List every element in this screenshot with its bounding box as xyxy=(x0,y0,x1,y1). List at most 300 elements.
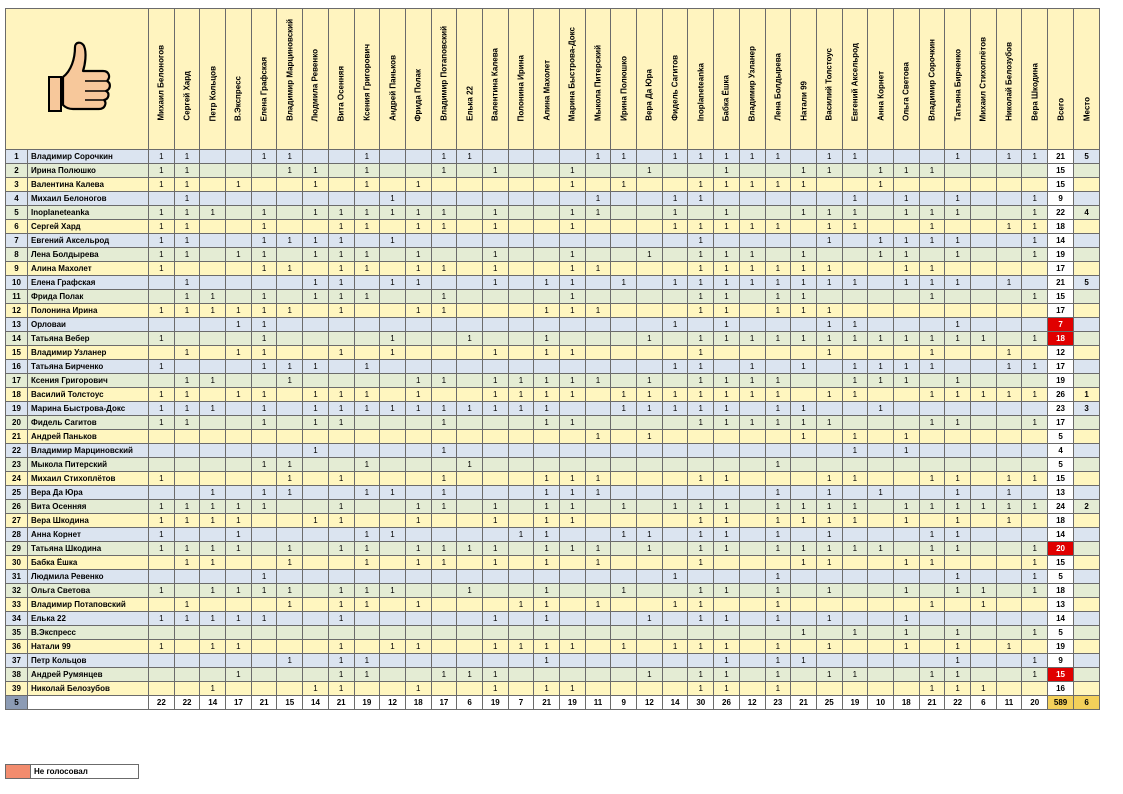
vote-cell xyxy=(380,248,406,262)
vote-cell: 1 xyxy=(226,542,252,556)
vote-cell: 1 xyxy=(1022,556,1048,570)
row-number: 25 xyxy=(6,486,28,500)
vote-cell xyxy=(405,332,431,346)
vote-cell xyxy=(534,626,560,640)
vote-cell: 1 xyxy=(688,248,714,262)
vote-cell xyxy=(277,640,303,654)
vote-cell xyxy=(174,626,200,640)
row-total: 7 xyxy=(1048,318,1074,332)
vote-cell: 1 xyxy=(431,374,457,388)
vote-cell xyxy=(842,528,868,542)
vote-cell xyxy=(174,682,200,696)
vote-cell: 1 xyxy=(714,164,740,178)
vote-cell xyxy=(662,486,688,500)
vote-cell xyxy=(457,262,483,276)
vote-cell: 1 xyxy=(328,234,354,248)
row-number: 30 xyxy=(6,556,28,570)
column-sum: 6 xyxy=(971,696,997,710)
vote-cell: 1 xyxy=(431,542,457,556)
vote-cell: 1 xyxy=(688,584,714,598)
vote-cell: 1 xyxy=(739,150,765,164)
vote-cell: 1 xyxy=(354,220,380,234)
vote-cell: 1 xyxy=(560,262,586,276)
column-header-label: Вита Осенняя xyxy=(336,65,346,121)
vote-cell: 1 xyxy=(457,402,483,416)
vote-cell xyxy=(508,444,534,458)
vote-cell xyxy=(174,640,200,654)
column-header xyxy=(919,9,945,150)
vote-cell: 1 xyxy=(816,220,842,234)
column-header-label: Вера Шкодина xyxy=(1030,63,1040,121)
vote-cell xyxy=(868,500,894,514)
vote-cell xyxy=(431,234,457,248)
vote-cell xyxy=(380,682,406,696)
vote-cell xyxy=(688,430,714,444)
vote-cell xyxy=(611,332,637,346)
vote-cell xyxy=(816,626,842,640)
vote-cell xyxy=(303,472,329,486)
vote-cell: 1 xyxy=(482,206,508,220)
vote-cell xyxy=(662,472,688,486)
row-number: 6 xyxy=(6,220,28,234)
vote-cell: 1 xyxy=(765,388,791,402)
vote-cell: 1 xyxy=(919,542,945,556)
vote-cell xyxy=(585,514,611,528)
vote-cell xyxy=(893,304,919,318)
row-place xyxy=(1074,640,1100,654)
vote-cell: 1 xyxy=(739,388,765,402)
vote-cell xyxy=(380,290,406,304)
vote-cell xyxy=(380,514,406,528)
vote-cell xyxy=(919,486,945,500)
vote-cell xyxy=(277,416,303,430)
vote-cell: 1 xyxy=(585,472,611,486)
table-row xyxy=(6,612,1100,626)
vote-cell xyxy=(354,318,380,332)
vote-cell xyxy=(431,584,457,598)
vote-cell xyxy=(611,514,637,528)
table-row xyxy=(6,584,1100,598)
vote-cell xyxy=(328,556,354,570)
vote-cell xyxy=(200,276,226,290)
table-row xyxy=(6,374,1100,388)
vote-cell xyxy=(508,682,534,696)
vote-cell: 1 xyxy=(226,528,252,542)
vote-cell: 1 xyxy=(277,584,303,598)
vote-cell xyxy=(688,626,714,640)
vote-cell xyxy=(560,612,586,626)
vote-cell xyxy=(637,304,663,318)
row-total: 19 xyxy=(1048,248,1074,262)
vote-cell xyxy=(585,388,611,402)
vote-cell: 1 xyxy=(611,276,637,290)
vote-cell: 1 xyxy=(637,402,663,416)
vote-cell xyxy=(200,654,226,668)
vote-cell xyxy=(637,234,663,248)
vote-cell xyxy=(405,458,431,472)
vote-cell: 1 xyxy=(1022,416,1048,430)
row-total: 13 xyxy=(1048,598,1074,612)
vote-cell xyxy=(662,374,688,388)
vote-cell xyxy=(971,346,997,360)
vote-cell xyxy=(637,416,663,430)
vote-cell xyxy=(611,430,637,444)
vote-cell: 1 xyxy=(380,192,406,206)
vote-cell xyxy=(688,654,714,668)
column-header-label: Ксения Григорович xyxy=(362,44,372,121)
vote-cell: 1 xyxy=(688,360,714,374)
vote-cell: 1 xyxy=(919,332,945,346)
vote-cell xyxy=(868,598,894,612)
row-number: 21 xyxy=(6,430,28,444)
vote-cell: 1 xyxy=(174,206,200,220)
vote-cell: 1 xyxy=(380,486,406,500)
vote-cell xyxy=(226,374,252,388)
vote-cell xyxy=(303,640,329,654)
column-sum: 14 xyxy=(662,696,688,710)
vote-cell xyxy=(868,304,894,318)
vote-cell: 1 xyxy=(431,486,457,500)
vote-cell: 1 xyxy=(739,178,765,192)
table-row xyxy=(6,178,1100,192)
vote-cell xyxy=(662,514,688,528)
vote-cell xyxy=(662,332,688,346)
vote-cell: 1 xyxy=(893,612,919,626)
vote-cell xyxy=(354,682,380,696)
vote-cell xyxy=(714,556,740,570)
vote-cell xyxy=(534,150,560,164)
vote-cell xyxy=(842,346,868,360)
vote-cell: 1 xyxy=(534,346,560,360)
column-sum: 11 xyxy=(585,696,611,710)
vote-cell xyxy=(251,556,277,570)
vote-cell xyxy=(919,570,945,584)
vote-cell: 1 xyxy=(405,500,431,514)
vote-cell xyxy=(996,192,1022,206)
place-header xyxy=(1074,9,1100,150)
column-sum: 12 xyxy=(380,696,406,710)
vote-cell: 1 xyxy=(714,402,740,416)
vote-cell xyxy=(585,570,611,584)
vote-cell xyxy=(303,626,329,640)
row-number: 27 xyxy=(6,514,28,528)
vote-cell: 1 xyxy=(585,304,611,318)
vote-cell xyxy=(431,528,457,542)
vote-cell: 1 xyxy=(1022,654,1048,668)
vote-cell: 1 xyxy=(893,444,919,458)
vote-cell xyxy=(765,248,791,262)
row-total: 18 xyxy=(1048,514,1074,528)
vote-cell xyxy=(842,234,868,248)
column-sum: 21 xyxy=(328,696,354,710)
vote-cell: 1 xyxy=(996,388,1022,402)
vote-cell xyxy=(354,304,380,318)
vote-cell: 1 xyxy=(174,164,200,178)
vote-cell: 1 xyxy=(688,598,714,612)
vote-cell: 1 xyxy=(611,402,637,416)
vote-cell: 1 xyxy=(945,626,971,640)
vote-cell: 1 xyxy=(149,402,175,416)
vote-cell xyxy=(868,640,894,654)
vote-cell xyxy=(893,346,919,360)
vote-cell: 1 xyxy=(816,234,842,248)
vote-cell xyxy=(919,430,945,444)
vote-cell: 1 xyxy=(585,192,611,206)
column-header-label: Полонина Ирина xyxy=(516,54,526,121)
column-sum: 14 xyxy=(303,696,329,710)
vote-cell xyxy=(303,668,329,682)
vote-cell xyxy=(277,192,303,206)
table-row xyxy=(6,150,1100,164)
vote-cell xyxy=(560,192,586,206)
row-total: 19 xyxy=(1048,640,1074,654)
vote-cell xyxy=(662,262,688,276)
vote-cell xyxy=(739,486,765,500)
vote-cell: 1 xyxy=(765,402,791,416)
vote-cell: 1 xyxy=(534,374,560,388)
voter-name: Татьяна Шкодина xyxy=(28,542,149,556)
vote-cell xyxy=(945,164,971,178)
vote-cell: 1 xyxy=(431,402,457,416)
vote-cell xyxy=(303,150,329,164)
vote-cell xyxy=(226,458,252,472)
vote-cell: 1 xyxy=(457,458,483,472)
vote-cell xyxy=(945,458,971,472)
vote-cell: 1 xyxy=(585,430,611,444)
vote-cell xyxy=(303,374,329,388)
vote-cell xyxy=(1022,430,1048,444)
vote-cell: 1 xyxy=(149,206,175,220)
vote-cell: 1 xyxy=(765,150,791,164)
vote-cell: 1 xyxy=(354,262,380,276)
vote-cell xyxy=(893,668,919,682)
column-header xyxy=(714,9,740,150)
column-header xyxy=(431,9,457,150)
vote-cell: 1 xyxy=(251,584,277,598)
row-number: 39 xyxy=(6,682,28,696)
table-row xyxy=(6,402,1100,416)
vote-cell: 1 xyxy=(174,374,200,388)
vote-cell: 1 xyxy=(714,290,740,304)
vote-cell xyxy=(816,290,842,304)
vote-cell xyxy=(405,360,431,374)
vote-cell: 1 xyxy=(431,220,457,234)
vote-cell: 1 xyxy=(149,262,175,276)
vote-cell: 1 xyxy=(714,318,740,332)
vote-cell: 1 xyxy=(1022,570,1048,584)
vote-cell: 1 xyxy=(149,164,175,178)
voter-name: Бабка Ёшка xyxy=(28,556,149,570)
vote-cell xyxy=(405,164,431,178)
vote-cell: 1 xyxy=(868,486,894,500)
vote-cell xyxy=(200,164,226,178)
column-sum: 19 xyxy=(482,696,508,710)
voter-name: Владимир Сорочкин xyxy=(28,150,149,164)
vote-cell xyxy=(482,486,508,500)
vote-cell: 1 xyxy=(662,598,688,612)
vote-cell xyxy=(996,458,1022,472)
vote-cell xyxy=(457,164,483,178)
vote-cell xyxy=(226,654,252,668)
vote-cell: 1 xyxy=(482,612,508,626)
vote-cell: 1 xyxy=(662,640,688,654)
voter-name: Мыкола Питерский xyxy=(28,458,149,472)
table-row xyxy=(6,514,1100,528)
vote-cell xyxy=(508,318,534,332)
vote-cell: 1 xyxy=(688,220,714,234)
vote-cell: 1 xyxy=(919,262,945,276)
table-row xyxy=(6,528,1100,542)
vote-cell xyxy=(893,290,919,304)
legend xyxy=(5,764,139,779)
row-total: 9 xyxy=(1048,192,1074,206)
vote-cell: 1 xyxy=(277,598,303,612)
vote-cell: 1 xyxy=(765,178,791,192)
vote-cell: 1 xyxy=(354,248,380,262)
vote-cell: 1 xyxy=(354,290,380,304)
vote-cell: 1 xyxy=(791,500,817,514)
vote-cell: 1 xyxy=(226,346,252,360)
vote-cell xyxy=(431,388,457,402)
vote-cell xyxy=(174,654,200,668)
row-total: 15 xyxy=(1048,556,1074,570)
vote-cell xyxy=(303,612,329,626)
table-row xyxy=(6,458,1100,472)
vote-cell xyxy=(508,360,534,374)
vote-cell xyxy=(303,458,329,472)
vote-cell: 1 xyxy=(482,374,508,388)
vote-cell: 1 xyxy=(868,164,894,178)
vote-cell: 1 xyxy=(996,276,1022,290)
row-total: 18 xyxy=(1048,332,1074,346)
vote-cell xyxy=(380,374,406,388)
vote-cell xyxy=(508,416,534,430)
footer-blank xyxy=(28,696,149,710)
vote-cell xyxy=(200,220,226,234)
vote-cell: 1 xyxy=(482,542,508,556)
vote-cell xyxy=(971,164,997,178)
vote-cell: 1 xyxy=(560,206,586,220)
vote-cell: 1 xyxy=(380,640,406,654)
vote-cell xyxy=(482,472,508,486)
vote-cell xyxy=(893,472,919,486)
vote-cell xyxy=(482,178,508,192)
vote-cell: 1 xyxy=(534,332,560,346)
vote-cell: 1 xyxy=(816,542,842,556)
vote-cell xyxy=(996,178,1022,192)
vote-cell: 1 xyxy=(251,500,277,514)
vote-cell xyxy=(919,374,945,388)
vote-cell xyxy=(996,332,1022,346)
vote-cell xyxy=(380,430,406,444)
vote-cell xyxy=(457,430,483,444)
vote-cell: 1 xyxy=(1022,220,1048,234)
vote-cell xyxy=(149,430,175,444)
table-row xyxy=(6,262,1100,276)
vote-cell xyxy=(791,374,817,388)
vote-cell: 1 xyxy=(354,542,380,556)
vote-cell: 1 xyxy=(328,220,354,234)
vote-cell: 1 xyxy=(688,612,714,626)
vote-cell: 1 xyxy=(534,304,560,318)
vote-cell xyxy=(996,234,1022,248)
vote-cell: 1 xyxy=(534,276,560,290)
vote-cell: 1 xyxy=(457,668,483,682)
row-place xyxy=(1074,178,1100,192)
vote-cell xyxy=(585,528,611,542)
vote-cell: 1 xyxy=(688,640,714,654)
vote-cell: 1 xyxy=(688,150,714,164)
vote-cell: 1 xyxy=(303,206,329,220)
column-sum: 21 xyxy=(534,696,560,710)
vote-cell: 1 xyxy=(405,640,431,654)
vote-cell xyxy=(585,178,611,192)
row-total: 15 xyxy=(1048,164,1074,178)
vote-cell: 1 xyxy=(149,304,175,318)
vote-cell xyxy=(277,430,303,444)
vote-cell: 1 xyxy=(354,388,380,402)
vote-cell: 1 xyxy=(791,206,817,220)
table-row xyxy=(6,276,1100,290)
vote-cell xyxy=(534,262,560,276)
vote-cell: 1 xyxy=(739,248,765,262)
column-header-label: Елька 22 xyxy=(465,86,475,121)
vote-cell xyxy=(971,556,997,570)
vote-cell: 1 xyxy=(893,640,919,654)
vote-cell xyxy=(688,318,714,332)
vote-cell: 1 xyxy=(200,304,226,318)
vote-cell xyxy=(893,402,919,416)
vote-cell: 1 xyxy=(354,164,380,178)
vote-cell: 1 xyxy=(560,500,586,514)
vote-cell: 1 xyxy=(328,654,354,668)
vote-cell xyxy=(971,304,997,318)
vote-cell: 1 xyxy=(765,374,791,388)
vote-cell: 1 xyxy=(149,248,175,262)
vote-cell xyxy=(457,304,483,318)
vote-cell xyxy=(971,528,997,542)
vote-cell xyxy=(149,570,175,584)
vote-cell: 1 xyxy=(149,528,175,542)
vote-cell xyxy=(662,668,688,682)
row-number: 9 xyxy=(6,262,28,276)
vote-cell xyxy=(534,430,560,444)
vote-cell xyxy=(560,556,586,570)
vote-cell: 1 xyxy=(765,290,791,304)
vote-cell xyxy=(277,248,303,262)
vote-cell xyxy=(739,444,765,458)
vote-cell xyxy=(662,416,688,430)
vote-cell xyxy=(714,234,740,248)
vote-cell xyxy=(380,360,406,374)
vote-cell: 1 xyxy=(714,542,740,556)
column-header xyxy=(585,9,611,150)
vote-cell xyxy=(868,612,894,626)
vote-cell xyxy=(251,654,277,668)
vote-cell: 1 xyxy=(765,276,791,290)
vote-cell xyxy=(534,290,560,304)
vote-cell xyxy=(508,668,534,682)
vote-cell xyxy=(328,486,354,500)
column-sum: 22 xyxy=(149,696,175,710)
vote-cell: 1 xyxy=(919,598,945,612)
vote-cell: 1 xyxy=(380,346,406,360)
vote-cell xyxy=(174,668,200,682)
vote-cell: 1 xyxy=(174,220,200,234)
vote-cell xyxy=(919,612,945,626)
vote-cell xyxy=(303,304,329,318)
vote-cell xyxy=(739,528,765,542)
